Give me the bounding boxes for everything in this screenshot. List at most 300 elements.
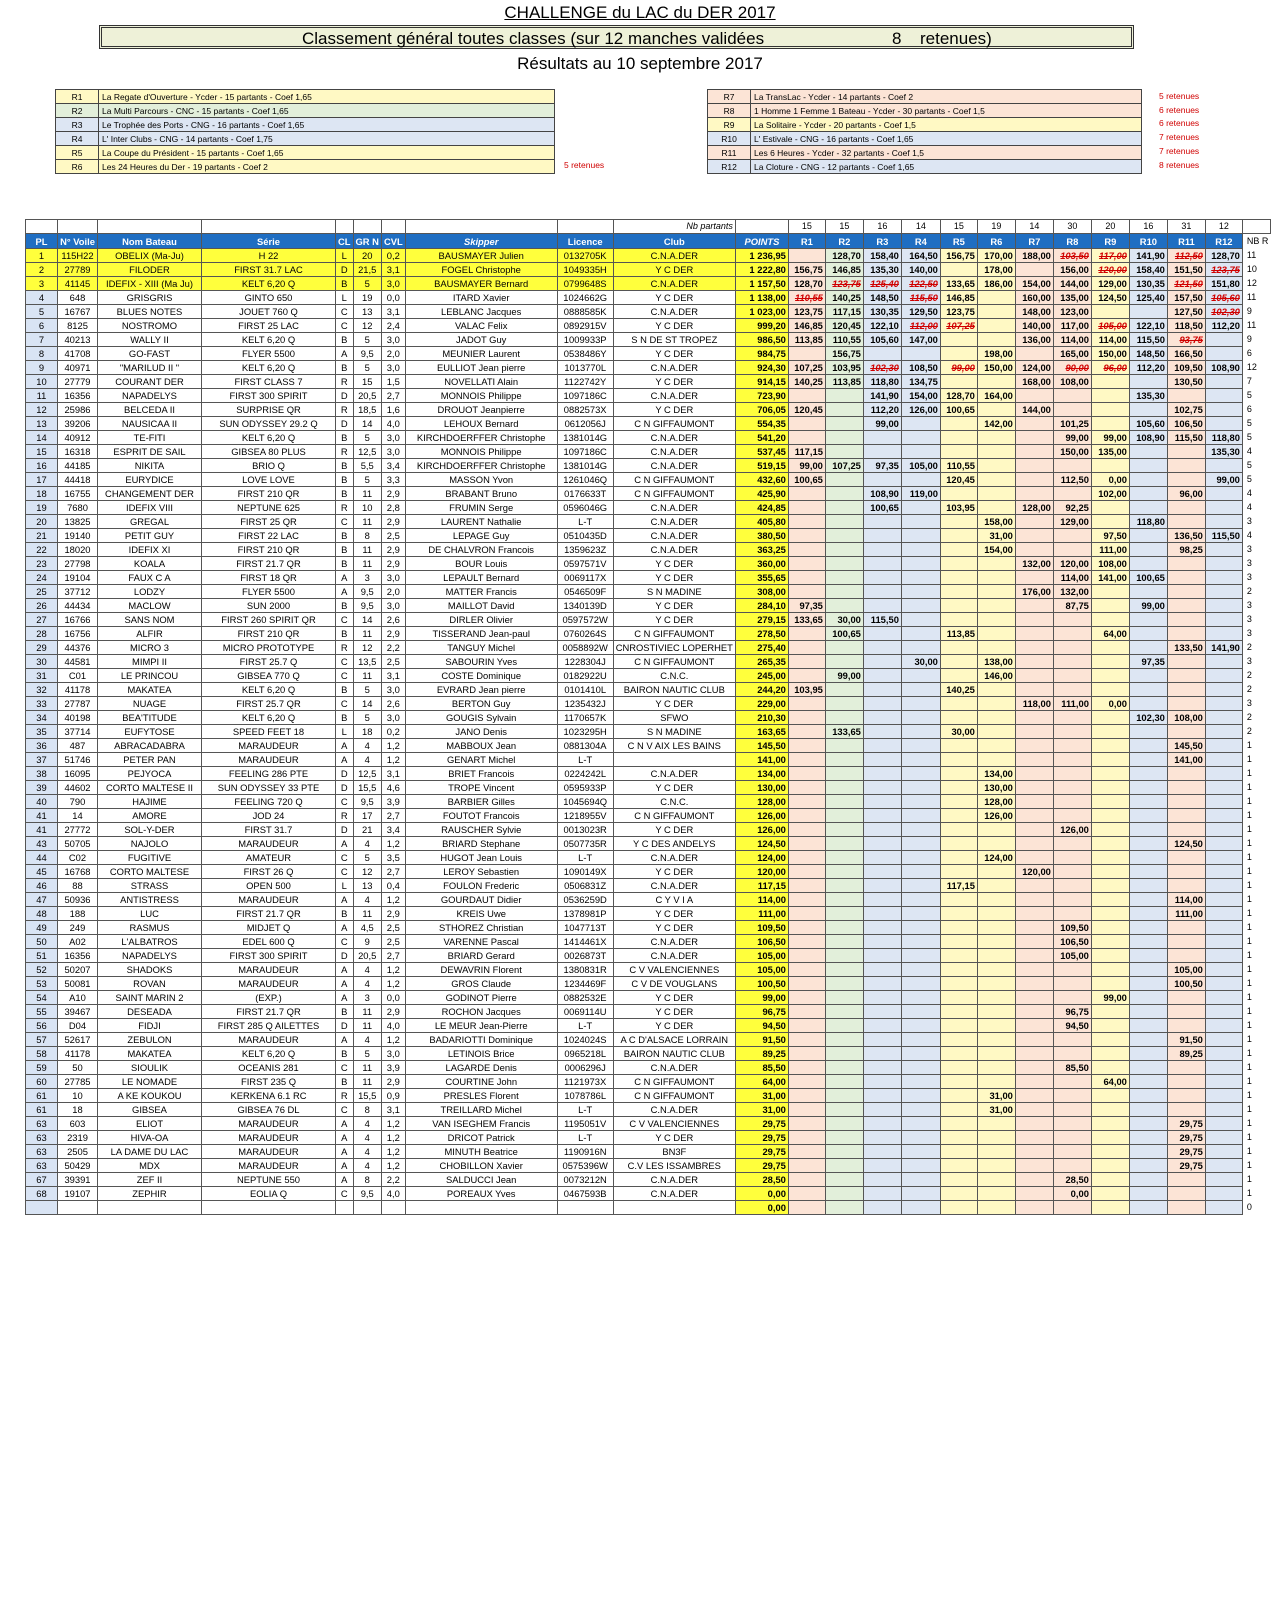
table-row <box>26 403 1271 417</box>
table-cell: C.N.A.DER <box>613 1103 735 1117</box>
table-cell <box>940 1173 977 1187</box>
table-cell: Y C DER <box>613 781 735 795</box>
table-cell: DROUOT Jeanpierre <box>405 403 557 417</box>
table-cell <box>863 823 901 837</box>
table-cell <box>1015 851 1053 865</box>
table-cell: 20,5 <box>353 949 381 963</box>
table-cell <box>557 1201 613 1215</box>
table-cell <box>1205 515 1242 529</box>
table-cell <box>1053 711 1091 725</box>
table-cell: 140,25 <box>825 291 863 305</box>
table-cell <box>1205 403 1242 417</box>
table-cell: OBELIX (Ma-Ju) <box>98 249 202 263</box>
table-cell: 102,30 <box>863 361 901 375</box>
table-cell: 4,5 <box>353 921 381 935</box>
table-cell: 105,00 <box>901 459 940 473</box>
table-cell: 41 <box>26 809 58 823</box>
table-cell <box>901 823 940 837</box>
table-cell: 114,00 <box>735 893 788 907</box>
table-cell: R <box>336 641 354 655</box>
table-row <box>26 459 1271 473</box>
table-cell <box>863 893 901 907</box>
table-cell <box>940 1187 977 1201</box>
table-cell: MAKATEA <box>98 1047 202 1061</box>
table-cell: 13 <box>353 305 381 319</box>
nbr-cell: 1 <box>1246 880 1252 890</box>
table-cell: 5 <box>353 361 381 375</box>
table-cell: BADARIOTTI Dominique <box>405 1033 557 1047</box>
table-cell <box>1167 1173 1205 1187</box>
table-cell: 15 <box>353 375 381 389</box>
table-cell: 113,85 <box>788 333 825 347</box>
table-cell <box>901 1089 940 1103</box>
table-cell: 3,0 <box>381 445 405 459</box>
table-cell <box>940 977 977 991</box>
table-cell: 39206 <box>58 417 98 431</box>
table-cell <box>825 1103 863 1117</box>
table-cell: 1,2 <box>381 1131 405 1145</box>
table-cell <box>1205 613 1242 627</box>
table-cell: 126,00 <box>735 823 788 837</box>
table-cell <box>788 893 825 907</box>
table-cell: B <box>336 599 354 613</box>
table-cell: 39 <box>26 781 58 795</box>
table-cell <box>788 963 825 977</box>
table-cell <box>1015 641 1053 655</box>
table-cell: A <box>336 991 354 1005</box>
table-cell <box>863 1061 901 1075</box>
table-cell: DESEADA <box>98 1005 202 1019</box>
nbr-cell: 1 <box>1246 1090 1252 1100</box>
table-cell <box>1205 487 1242 501</box>
table-cell <box>1205 767 1242 781</box>
table-cell: 107,25 <box>788 361 825 375</box>
table-cell: 97,35 <box>788 599 825 613</box>
table-cell: 39391 <box>58 1173 98 1187</box>
table-cell <box>1015 1187 1053 1201</box>
table-cell <box>1091 417 1129 431</box>
table-cell <box>1091 1047 1129 1061</box>
table-cell: 124,00 <box>977 851 1015 865</box>
table-cell <box>1053 389 1091 403</box>
table-cell <box>1015 949 1053 963</box>
table-cell <box>977 1005 1015 1019</box>
table-cell: KIRCHDOERFFER Christophe <box>405 431 557 445</box>
table-cell: KIRCHDOERFFER Christophe <box>405 459 557 473</box>
nb-partants-value: 15 <box>940 220 977 234</box>
table-cell: 1 236,95 <box>735 249 788 263</box>
table-cell: 111,00 <box>735 907 788 921</box>
table-cell: JOD 24 <box>202 809 336 823</box>
table-cell: 0882573X <box>557 403 613 417</box>
table-cell <box>1053 893 1091 907</box>
table-cell: 141,00 <box>1091 571 1129 585</box>
table-cell <box>1053 837 1091 851</box>
table-cell: EUFYTOSE <box>98 725 202 739</box>
table-cell: JADOT Guy <box>405 333 557 347</box>
table-cell: 4,0 <box>381 417 405 431</box>
table-cell: DEWAVRIN Florent <box>405 963 557 977</box>
table-cell: 7680 <box>58 501 98 515</box>
table-cell: 4 <box>353 1033 381 1047</box>
table-cell <box>1015 767 1053 781</box>
table-cell <box>863 963 901 977</box>
table-row <box>26 389 1271 403</box>
table-cell: 4,0 <box>381 1187 405 1201</box>
table-cell: GOUGIS Sylvain <box>405 711 557 725</box>
table-row <box>26 529 1271 543</box>
table-cell: A <box>336 753 354 767</box>
table-cell <box>1205 795 1242 809</box>
nbr-cell: 1 <box>1246 894 1252 904</box>
nbr-cell: 1 <box>1246 964 1252 974</box>
table-cell: 50 <box>26 935 58 949</box>
table-cell <box>863 907 901 921</box>
table-cell: Y C DER <box>613 907 735 921</box>
table-cell: 0892915V <box>557 319 613 333</box>
table-cell: 124,50 <box>735 837 788 851</box>
table-cell: COURTINE John <box>405 1075 557 1089</box>
table-cell: 56 <box>26 1019 58 1033</box>
table-cell: 67 <box>26 1173 58 1187</box>
table-cell: 1013770L <box>557 361 613 375</box>
table-cell: KELT 6,20 Q <box>202 683 336 697</box>
table-cell: ZEF II <box>98 1173 202 1187</box>
table-cell <box>1205 543 1242 557</box>
table-cell: A02 <box>58 935 98 949</box>
nbr-cell: 11 <box>1246 320 1257 330</box>
table-cell: (EXP.) <box>202 991 336 1005</box>
table-cell: C <box>336 669 354 683</box>
table-cell: COURANT DER <box>98 375 202 389</box>
table-cell <box>788 809 825 823</box>
table-cell: 0,00 <box>1091 697 1129 711</box>
table-cell: FIRST 31.7 <box>202 823 336 837</box>
table-cell <box>825 823 863 837</box>
table-cell: A <box>336 1159 354 1173</box>
table-cell: Y C DER <box>613 403 735 417</box>
table-cell: 1047713T <box>557 921 613 935</box>
table-cell <box>1129 893 1167 907</box>
table-cell: 91,50 <box>735 1033 788 1047</box>
table-cell: D04 <box>58 1019 98 1033</box>
table-cell <box>1205 991 1242 1005</box>
table-cell: 99,00 <box>825 669 863 683</box>
table-cell: 163,65 <box>735 725 788 739</box>
table-cell <box>863 1117 901 1131</box>
table-cell: 97,50 <box>1091 529 1129 543</box>
table-cell <box>863 865 901 879</box>
table-cell: HIVA-OA <box>98 1131 202 1145</box>
column-header: R11 <box>1167 234 1205 249</box>
table-cell <box>1053 487 1091 501</box>
table-cell: 37 <box>26 753 58 767</box>
table-cell <box>788 641 825 655</box>
table-cell <box>788 627 825 641</box>
table-cell <box>1015 1075 1053 1089</box>
table-cell <box>977 865 1015 879</box>
table-cell <box>1015 1019 1053 1033</box>
table-cell: AMORE <box>98 809 202 823</box>
table-cell: FIRST 210 QR <box>202 627 336 641</box>
table-cell: 249 <box>58 921 98 935</box>
table-cell <box>901 1145 940 1159</box>
table-cell <box>863 347 901 361</box>
table-cell: 3,0 <box>381 431 405 445</box>
table-cell <box>1053 739 1091 753</box>
table-cell <box>1015 263 1053 277</box>
table-cell: 115,50 <box>901 291 940 305</box>
nbr-cell: 2 <box>1246 712 1252 722</box>
table-cell <box>788 865 825 879</box>
table-cell <box>1091 711 1129 725</box>
table-cell <box>901 1131 940 1145</box>
table-cell: 29,75 <box>735 1145 788 1159</box>
table-row <box>26 809 1271 823</box>
table-cell: R <box>336 501 354 515</box>
table-cell: 151,50 <box>1167 263 1205 277</box>
table-cell: 7 <box>26 333 58 347</box>
table-cell <box>1015 655 1053 669</box>
column-header: R2 <box>825 234 863 249</box>
table-cell <box>788 1117 825 1131</box>
table-cell <box>977 907 1015 921</box>
table-cell: AMATEUR <box>202 851 336 865</box>
table-cell: C.N.A.DER <box>613 305 735 319</box>
table-cell <box>1167 991 1205 1005</box>
table-cell <box>1015 893 1053 907</box>
table-cell: 114,00 <box>1091 333 1129 347</box>
table-cell <box>1205 823 1242 837</box>
table-cell: 8 <box>353 1173 381 1187</box>
table-cell <box>1091 921 1129 935</box>
table-cell: 166,50 <box>1167 347 1205 361</box>
table-cell <box>940 1019 977 1033</box>
table-cell <box>901 613 940 627</box>
table-cell: GROS Claude <box>405 977 557 991</box>
table-cell <box>977 697 1015 711</box>
table-cell: 245,00 <box>735 669 788 683</box>
table-cell: 31 <box>26 669 58 683</box>
legend-label: L' Inter Clubs - CNG - 14 partants - Coef 1,75 <box>99 132 555 146</box>
table-cell: 47 <box>26 893 58 907</box>
table-row <box>26 865 1271 879</box>
table-cell: C.N.A.DER <box>613 431 735 445</box>
table-cell: 4 <box>353 753 381 767</box>
table-cell <box>825 487 863 501</box>
table-cell: 11 <box>353 543 381 557</box>
table-cell: MICRO 3 <box>98 641 202 655</box>
table-cell: 15,5 <box>353 1089 381 1103</box>
table-cell: 0058892W <box>557 641 613 655</box>
table-cell: KELT 6,20 Q <box>202 1047 336 1061</box>
legend-label: L' Estivale - CNG - 16 partants - Coef 1,65 <box>751 132 1142 146</box>
table-cell: 4 <box>26 291 58 305</box>
table-cell: 31,00 <box>735 1103 788 1117</box>
table-cell <box>863 515 901 529</box>
table-cell <box>940 543 977 557</box>
table-cell: 0510435D <box>557 529 613 543</box>
table-cell <box>1091 501 1129 515</box>
table-cell: NAPADELYS <box>98 949 202 963</box>
table-cell <box>940 613 977 627</box>
nb-partants-value: 15 <box>788 220 825 234</box>
table-cell: 110,55 <box>940 459 977 473</box>
table-cell <box>977 963 1015 977</box>
table-cell: Y C DER <box>613 1019 735 1033</box>
table-cell: 119,00 <box>901 487 940 501</box>
table-cell: 16768 <box>58 865 98 879</box>
table-cell: 30 <box>26 655 58 669</box>
table-cell <box>1129 725 1167 739</box>
table-cell: 105,60 <box>1129 417 1167 431</box>
table-cell: Y C DER <box>613 823 735 837</box>
table-cell: 3,0 <box>381 277 405 291</box>
table-cell <box>1205 879 1242 893</box>
table-cell <box>1091 599 1129 613</box>
table-cell: 2,9 <box>381 543 405 557</box>
table-cell: C.N.A.DER <box>613 935 735 949</box>
table-cell <box>1167 683 1205 697</box>
table-cell: 0888585K <box>557 305 613 319</box>
table-cell <box>1167 781 1205 795</box>
table-cell <box>940 963 977 977</box>
table-cell: B <box>336 1005 354 1019</box>
table-cell: 1009933P <box>557 333 613 347</box>
legend-left-table <box>55 89 555 174</box>
table-cell <box>977 977 1015 991</box>
table-cell: C N GIFFAUMONT <box>613 655 735 669</box>
column-header: R3 <box>863 234 901 249</box>
table-cell <box>940 669 977 683</box>
table-cell <box>1205 1187 1242 1201</box>
table-cell <box>1053 403 1091 417</box>
table-row <box>26 515 1271 529</box>
table-cell <box>825 753 863 767</box>
table-cell: B <box>336 1075 354 1089</box>
legend-label: 1 Homme 1 Femme 1 Bateau - Ycder - 30 partants - Coef 1,5 <box>751 104 1142 118</box>
table-cell: 19104 <box>58 571 98 585</box>
table-cell <box>1015 1061 1053 1075</box>
table-cell <box>825 599 863 613</box>
table-cell <box>1091 375 1129 389</box>
table-cell: 164,50 <box>901 249 940 263</box>
table-cell <box>977 1159 1015 1173</box>
table-cell <box>1053 907 1091 921</box>
table-cell: Y C DER <box>613 991 735 1005</box>
table-cell <box>1015 963 1053 977</box>
table-cell <box>825 739 863 753</box>
table-cell: 145,50 <box>1167 739 1205 753</box>
table-cell: 1381014G <box>557 459 613 473</box>
nbr-cell: 1 <box>1246 838 1252 848</box>
table-cell: 11 <box>353 627 381 641</box>
table-cell: IDEFIX XI <box>98 543 202 557</box>
table-cell: MARAUDEUR <box>202 1145 336 1159</box>
table-cell <box>940 557 977 571</box>
nbr-cell: 1 <box>1246 922 1252 932</box>
table-cell <box>1015 459 1053 473</box>
table-cell <box>940 1145 977 1159</box>
table-cell: 144,00 <box>1015 403 1053 417</box>
table-cell <box>1091 949 1129 963</box>
table-cell: C <box>336 319 354 333</box>
table-cell: 105,00 <box>1091 319 1129 333</box>
table-cell: 92,25 <box>1053 501 1091 515</box>
table-cell: BLUES NOTES <box>98 305 202 319</box>
table-cell <box>863 669 901 683</box>
nb-partants-value: 14 <box>1015 220 1053 234</box>
table-cell: TANGUY Michel <box>405 641 557 655</box>
table-cell <box>1015 921 1053 935</box>
legend-code: R12 <box>708 160 751 174</box>
table-cell: 0,2 <box>381 725 405 739</box>
table-row <box>26 473 1271 487</box>
table-cell <box>1053 627 1091 641</box>
column-header: Skipper <box>405 234 557 249</box>
nbr-cell: 4 <box>1246 488 1252 498</box>
table-cell <box>977 459 1015 473</box>
table-cell <box>1129 585 1167 599</box>
table-cell: 97,35 <box>1129 655 1167 669</box>
table-cell <box>1129 669 1167 683</box>
table-cell: 1045694Q <box>557 795 613 809</box>
table-cell: 117,00 <box>1091 249 1129 263</box>
table-cell: L-T <box>557 851 613 865</box>
table-cell <box>901 1117 940 1131</box>
table-cell <box>788 1173 825 1187</box>
table-cell: 133,65 <box>940 277 977 291</box>
table-cell <box>405 1201 557 1215</box>
table-cell: BRIARD Stephane <box>405 837 557 851</box>
table-cell: 110,55 <box>825 333 863 347</box>
table-cell: 141,90 <box>1205 641 1242 655</box>
table-cell <box>1053 1131 1091 1145</box>
table-cell: VAN ISEGHEM Francis <box>405 1117 557 1131</box>
table-cell: 21 <box>353 823 381 837</box>
table-cell: SAINT MARIN 2 <box>98 991 202 1005</box>
table-cell: 0176633T <box>557 487 613 501</box>
table-cell <box>901 1159 940 1173</box>
table-cell: 5 <box>353 711 381 725</box>
table-row <box>26 1033 1271 1047</box>
table-cell: BRABANT Bruno <box>405 487 557 501</box>
table-cell <box>863 1075 901 1089</box>
table-cell: A <box>336 571 354 585</box>
table-cell <box>1129 949 1167 963</box>
table-cell: 117,15 <box>825 305 863 319</box>
table-cell: 2,9 <box>381 487 405 501</box>
table-cell <box>1015 1103 1053 1117</box>
table-cell <box>1015 1145 1053 1159</box>
table-cell: 123,00 <box>1053 305 1091 319</box>
table-cell: 984,75 <box>735 347 788 361</box>
table-cell: 115,50 <box>1205 529 1242 543</box>
table-cell <box>788 1005 825 1019</box>
table-cell: 110,55 <box>788 291 825 305</box>
table-cell <box>1091 1187 1129 1201</box>
nbr-cell: 3 <box>1246 572 1252 582</box>
table-row <box>26 1201 1271 1215</box>
table-cell: ELIOT <box>98 1117 202 1131</box>
table-cell <box>788 1075 825 1089</box>
table-cell <box>863 1089 901 1103</box>
subtitle-count: 8 <box>892 29 902 48</box>
table-cell <box>863 781 901 795</box>
table-cell: A <box>336 963 354 977</box>
table-cell <box>901 809 940 823</box>
table-cell <box>825 921 863 935</box>
